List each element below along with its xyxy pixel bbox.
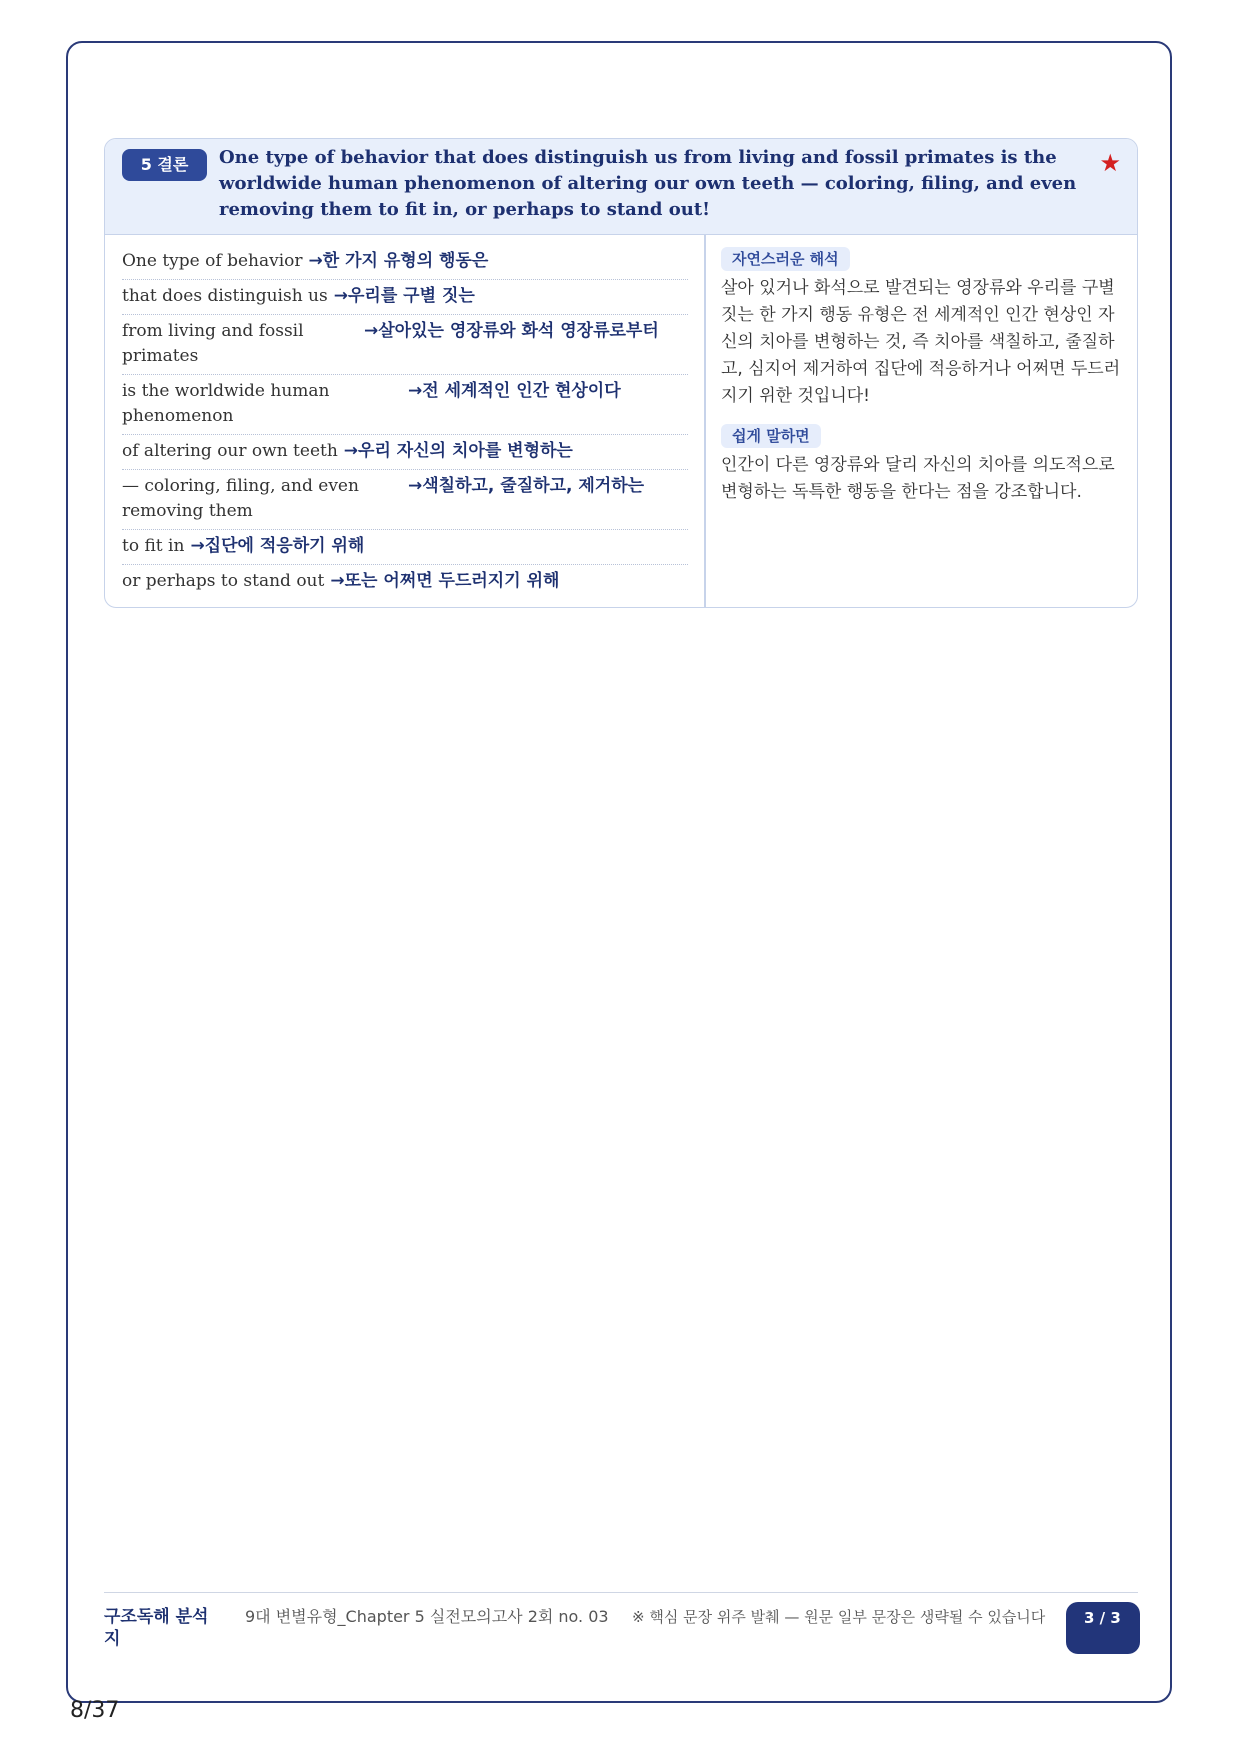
chunk-list [122, 245, 688, 599]
chunk-row [122, 565, 688, 599]
footer-divider [104, 1592, 1138, 1593]
sentence-card [104, 138, 1138, 608]
page-number-badge: 3 / 3 [1066, 1602, 1140, 1654]
sentence-header [105, 139, 1137, 235]
chunk-english: of altering our own teeth [122, 441, 338, 461]
chunk-korean: →한 가지 유형의 행동은 [308, 251, 489, 271]
chunk-english: or perhaps to stand out [122, 571, 325, 591]
chunk-english: that does distinguish us [122, 286, 328, 306]
chunk-korean: →전 세계적인 인간 현상이다 [408, 381, 621, 401]
chunk-row [122, 315, 688, 375]
easy-explanation-text: 인간이 다른 영장류와 달리 자신의 치아를 의도적으로 변형하는 독특한 행동을 한다는 점을 강조합니다. [721, 455, 1115, 502]
chunk-row [122, 280, 688, 315]
chunk-row [122, 435, 688, 470]
document-page-counter: 8/37 [70, 1698, 120, 1723]
chunk-korean: →또는 어쩌면 두드러지기 위해 [330, 571, 560, 591]
chunk-english: One type of behavior [122, 251, 303, 271]
natural-translation-label: 자연스러운 해석 [721, 247, 850, 271]
chunk-english: is the worldwide human phenomenon [122, 381, 330, 426]
chunk-korean: →우리 자신의 치아를 변형하는 [343, 441, 573, 461]
chunk-english: — coloring, filing, and even removing them [122, 476, 359, 521]
column-divider [704, 235, 706, 608]
chunk-korean: →색칠하고, 줄질하고, 제거하는 [408, 476, 645, 496]
chunk-korean: →살아있는 영장류와 화석 영장류로부터 [364, 321, 659, 341]
footer-title: 구조독해 분석지 [104, 1607, 209, 1649]
chunk-english: from living and fossil primates [122, 321, 304, 366]
section-badge: 5 결론 [122, 149, 207, 181]
natural-translation-text: 살아 있거나 화석으로 발견되는 영장류와 우리를 구별 짓는 한 가지 행동 유형은 전 세계적인 인간 현상인 자신의 치아를 변형하는 것, 즉 치아를 색칠하고, 줄질하고, 심지어 제거하여 집단에 적응하거나 어쩌면 두드러지기 위한 것입니다! [721, 278, 1121, 406]
key-sentence: One type of behavior that does distinguish us from living and fossil primates is the worldwide human phenomenon of altering our own teeth — coloring, filing, and even removing them to fit in, or perhaps to stand out! [219, 147, 1077, 220]
star-icon: ★ [1099, 149, 1121, 177]
chunk-korean: →우리를 구별 짓는 [333, 286, 475, 306]
translation-panel [721, 247, 1121, 506]
chunk-row [122, 245, 688, 280]
footer-note: ※ 핵심 문장 위주 발췌 — 원문 일부 문장은 생략될 수 있습니다 [632, 1608, 1046, 1626]
chunk-row [122, 470, 688, 530]
chunk-row [122, 530, 688, 565]
easy-explanation-label: 쉽게 말하면 [721, 424, 821, 448]
chunk-english: to fit in [122, 536, 185, 556]
footer-source: 9대 변별유형_Chapter 5 실전모의고사 2회 no. 03 [245, 1607, 609, 1626]
chunk-row [122, 375, 688, 435]
chunk-korean: →집단에 적응하기 위해 [190, 536, 365, 556]
